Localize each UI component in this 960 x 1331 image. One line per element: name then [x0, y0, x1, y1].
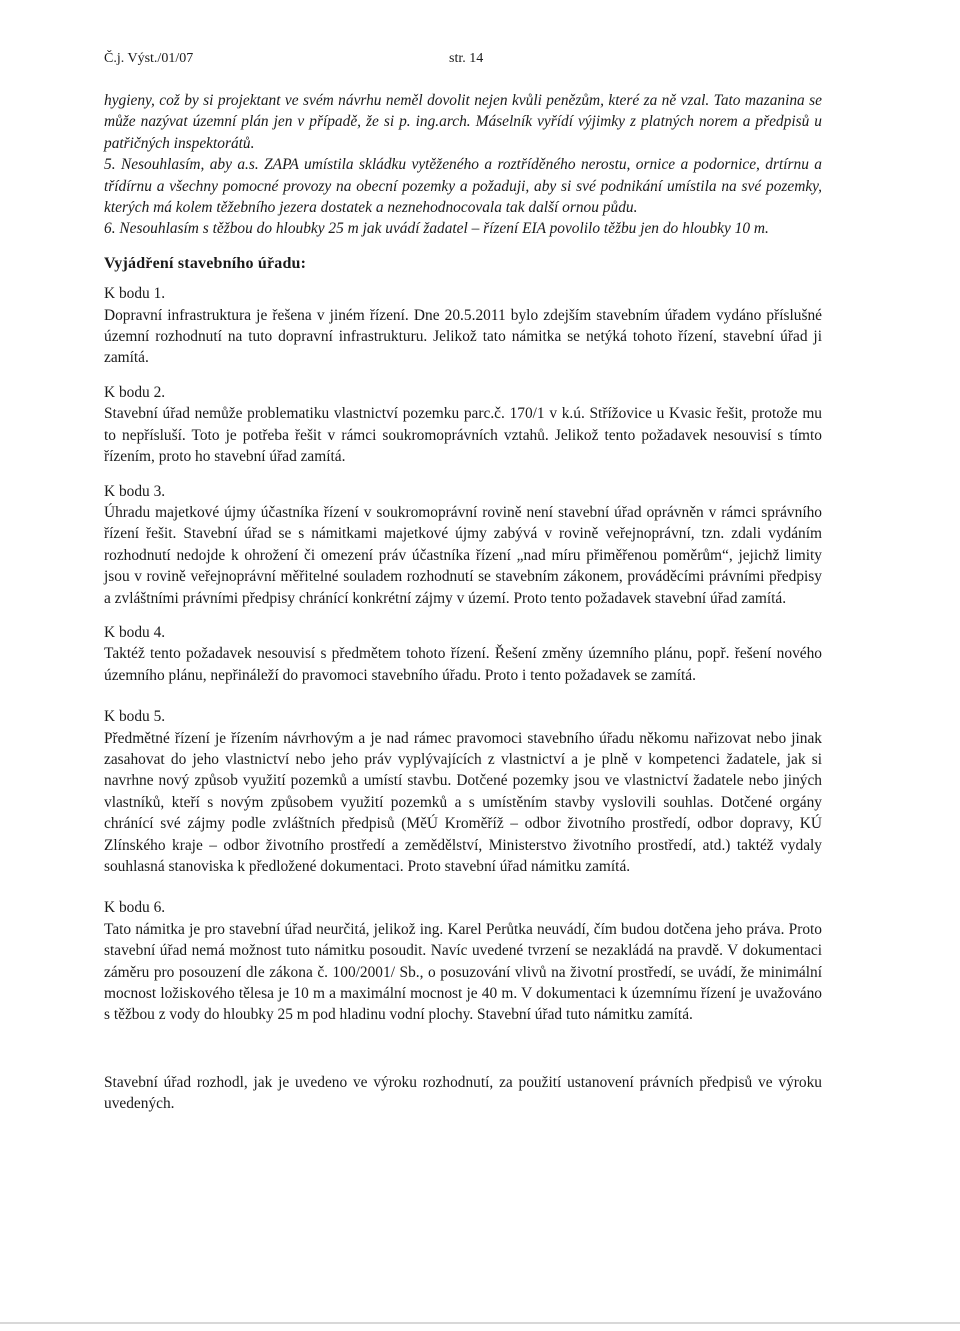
document-reference: Č.j. Výst./01/07: [104, 51, 194, 66]
point-label: K bodu 6.: [104, 899, 166, 917]
page-number: str. 14: [449, 51, 484, 66]
intro-point-5: 5. Nesouhlasím, aby a.s. ZAPA umístila skládku vytěženého a roztříděného nerostu, ornice a podornice, drtírnu a třídírnu a všechny pomocné provozy na obecní pozemky a požaduji, aby si své podnikání umístila na své pozemky, kterých má kolem těžebního jezera dostatek a neznehodnocovala tak další ornou půdu.: [104, 156, 822, 217]
point-label: K bodu 3.: [104, 482, 166, 500]
intro-paragraph-1: hygieny, což by si projektant ve svém návrhu neměl dovolit nejen kvůli penězům, které za ně vzal. Tato mazanina se může nazývat územní plán jen v případě, že si p. ing.arch. Máselník vyřídí výjimky z platných norem a předpisů u patřičných inspektorátů.: [104, 92, 822, 152]
point-label: K bodu 4.: [104, 623, 166, 641]
point-text: Úhradu majetkové újmy účastníka řízení v soukromoprávní rovině není stavební úřad oprávněn v rámci správního řízení řešit. Stavební úřad se s námitkami majetkové újmy zabývá v rovině veřejnoprávní, tzn. zdali vydáním rozhodnutí nedojde k ohrožení či omezení práv účastníka řízení „nad míru přiměřenou poměrům“, jejichž limity jsou v rovině veřejnoprávní měřitelné souladem rozhodnutí se stavebním zákonem, prováděcími právními předpisy a zvláštními právními předpisy chránící konkrétní zájmy v území. Proto tento požadavek stavební úřad zamítá.: [104, 503, 822, 607]
point-text: Tato námitka je pro stavební úřad neurčitá, jelikož ing. Karel Perůtka neuvádí, čím budou dotčena jeho práva. Proto stavební úřad nemá možnost tuto námitku posoudit. Navíc uvedené tvrzení se nezakládá na pravdě. V dokumentaci záměru pro posouzení dle zákona č. 100/2001/ Sb., o posuzování vlivů na životní prostředí, se uvádí, že minimální mocnost ložiskového tělesa je 10 m a maximální mocnost je 40 m. V dokumentaci k územnímu řízení je uvažováno s těžbou z vody do hloubky 25 m pod hladinu vodní plochy. Stavební úřad tuto námitku zamítá.: [104, 920, 822, 1024]
intro-point-6: 6. Nesouhlasím s těžbou do hloubky 25 m jak uvádí žadatel – řízení EIA povolilo těžbu jen do hloubky 10 m.: [104, 220, 769, 238]
point-text: Předmětné řízení je řízením návrhovým a je nad rámec pravomoci stavebního úřadu někomu nařizovat nebo jinak zasahovat do jeho vlastnictví nebo jeho práv vyplývajících z vlastnictví a je plně v kompetenci žadatele, jak si navrhne nový způsob využití pozemků a umístí stavbu. Dotčené pozemky jsou ve vlastnictví žadatele nebo jiných vlastníků, kteří s novým způsobem využití pozemků a s umístěním stavby vyslovili souhlas. Dotčené orgány chránící své zájmy podle zvláštních předpisů (MěÚ Kroměříž – odbor životního prostředí, odbor dopravy, KÚ Zlínského kraje – odbor životního prostředí a zemědělství, Ministerstvo životního prostředí, atd.) taktéž vydaly souhlasná stanoviska k předložené dokumentaci. Proto stavební úřad námitku zamítá.: [104, 729, 822, 875]
point-text: Stavební úřad nemůže problematiku vlastnictví pozemku parc.č. 170/1 v k.ú. Střížovice u Kvasic řešit, protože mu to nepřísluší. Toto je potřeba řešit v rámci soukromoprávních vztahů. Jelikož tento požadavek nesouvisí s tímto řízením, proto ho stavební úřad zamítá.: [104, 405, 822, 466]
scan-edge-line: [0, 1322, 960, 1324]
point-label: K bodu 1.: [104, 285, 166, 303]
closing-paragraph: Stavební úřad rozhodl, jak je uvedeno ve výroku rozhodnutí, za použití ustanovení právních předpisů ve výroku uvedených.: [104, 1073, 822, 1113]
point-label: K bodu 5.: [104, 708, 166, 726]
section-heading: Vyjádření stavebního úřadu:: [104, 254, 307, 272]
document-body: [104, 90, 822, 1115]
point-label: K bodu 2.: [104, 383, 166, 401]
point-text: Dopravní infrastruktura je řešena v jiném řízení. Dne 20.5.2011 bylo zdejším stavebním úřadem vydáno příslušné územní rozhodnutí na tuto dopravní infrastrukturu. Jelikož tato námitka se netýká tohoto řízení, stavební úřad ji zamítá.: [104, 306, 822, 367]
point-text: Taktéž tento požadavek nesouvisí s předmětem tohoto řízení. Řešení změny územního plánu, popř. řešení nového územního plánu, nepřináleží do pravomoci stavebního úřadu. Proto i tento požadavek se zamítá.: [104, 645, 822, 684]
page-header: [104, 51, 844, 69]
